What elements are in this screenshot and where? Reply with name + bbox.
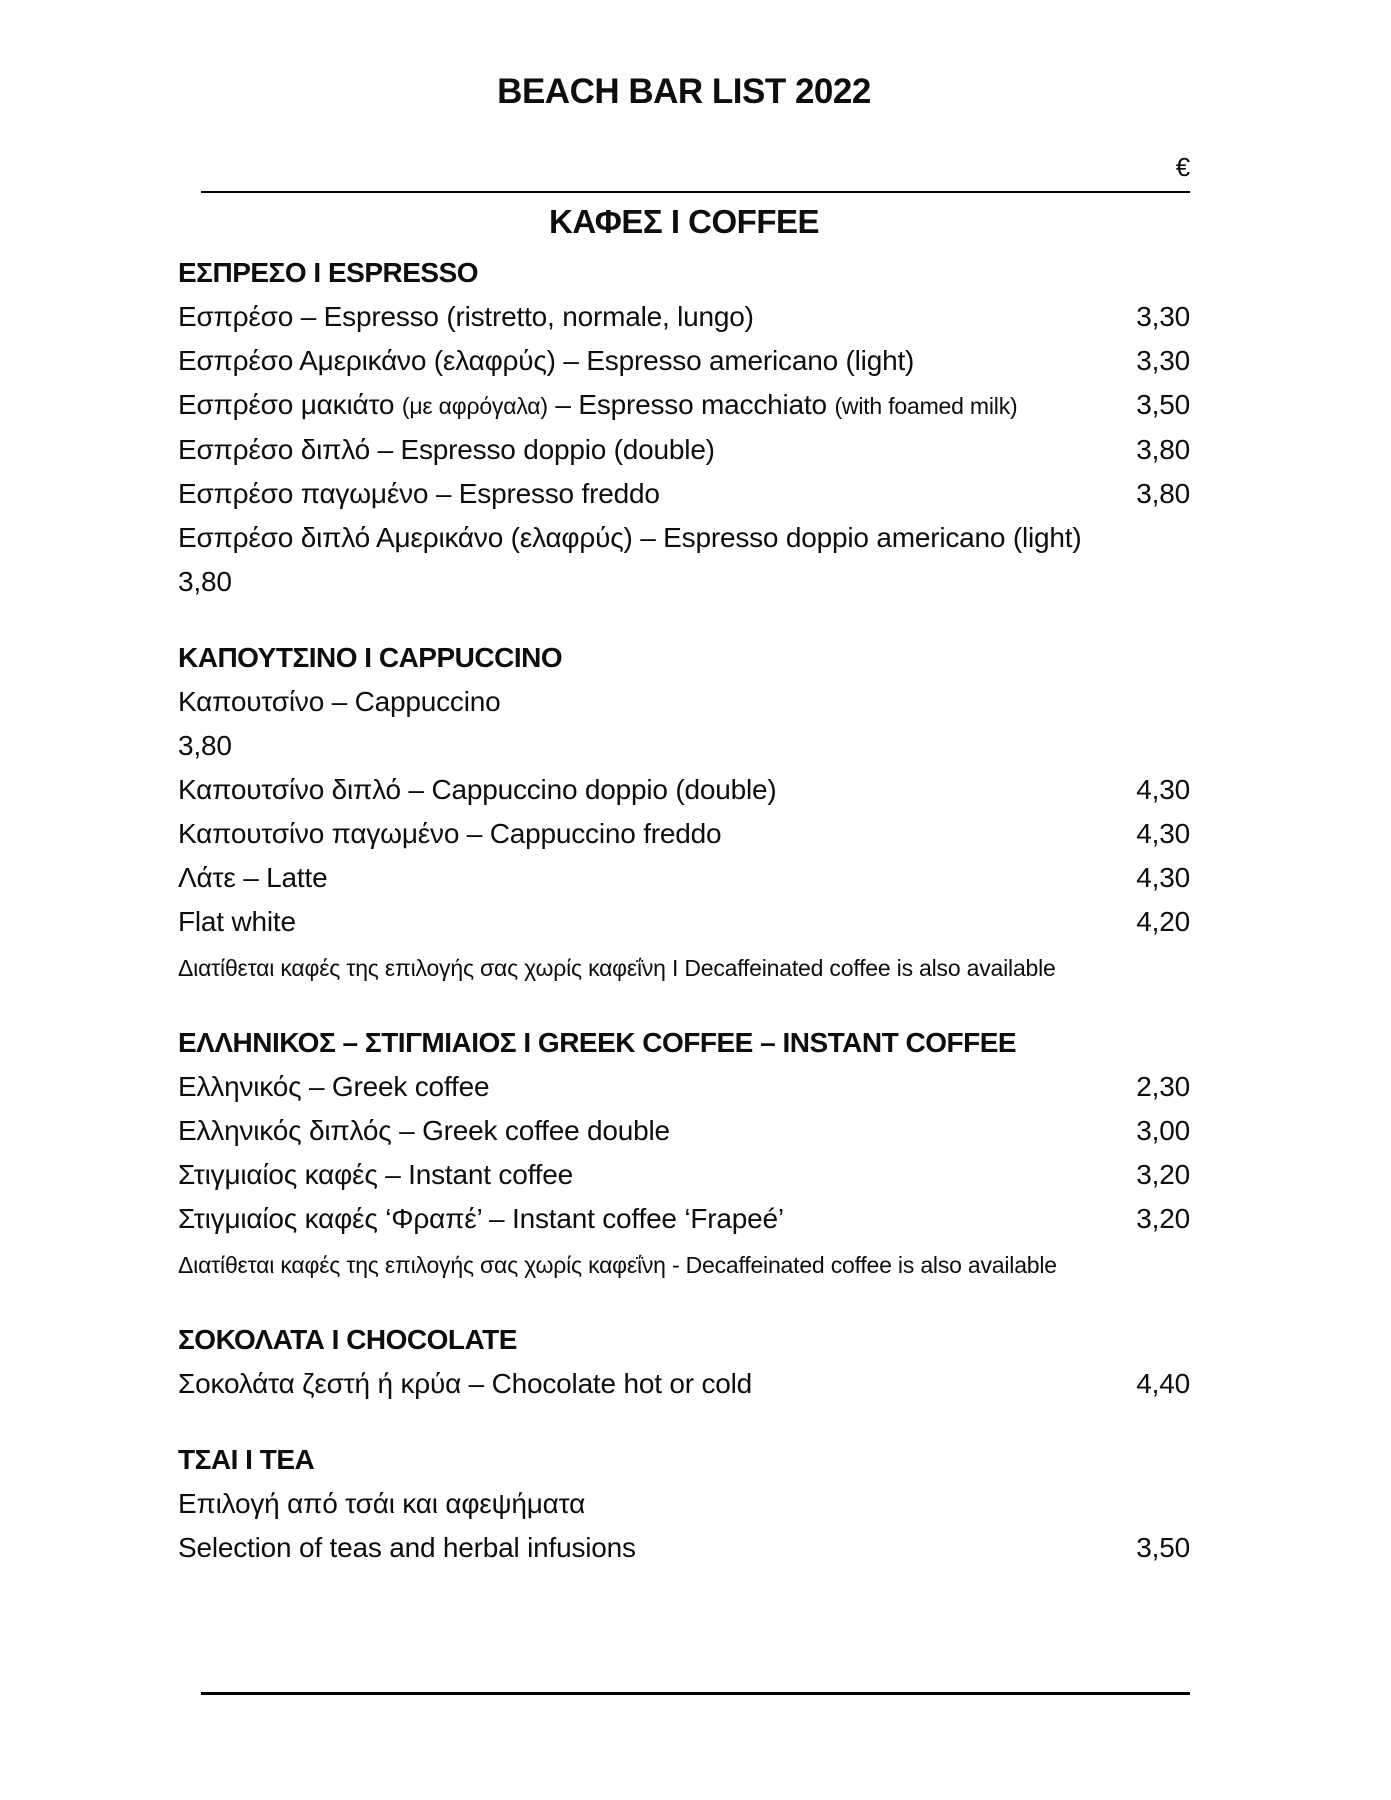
- menu-section-cappuccino: [178, 636, 1190, 989]
- item-name: Εσπρέσο μακιάτο (με αφρόγαλα) – Espresso macchiato (with foamed milk): [178, 389, 1018, 420]
- section-heading: ΕΛΛΗΝΙΚΟΣ – ΣΤΙΓΜΙΑΙΟΣ Ι GREEK COFFEE – INSTANT COFFEE: [178, 1027, 1017, 1058]
- menu-item: [178, 812, 1190, 856]
- item-price: 3,20: [1136, 1203, 1190, 1234]
- menu-section-tea: [178, 1438, 1190, 1570]
- menu-item: [178, 768, 1190, 812]
- menu-item: [178, 1065, 1190, 1109]
- menu-item: [178, 295, 1190, 339]
- bottom-divider: [201, 1692, 1190, 1695]
- item-name: Εσπρέσο διπλό – Espresso doppio (double): [178, 434, 715, 465]
- item-name: Ελληνικός – Greek coffee: [178, 1071, 490, 1102]
- section-heading: ΣΟΚΟΛΑΤΑ Ι CHOCOLATE: [178, 1324, 517, 1355]
- menu-item: [178, 1109, 1190, 1153]
- item-price: 3,30: [1136, 345, 1190, 376]
- item-name: Εσπρέσο διπλό Αμερικάνο (ελαφρύς) – Espresso doppio americano (light): [178, 522, 1082, 553]
- item-price: 4,20: [1136, 906, 1190, 937]
- item-price: 3,50: [1136, 1532, 1190, 1563]
- menu-sections: [178, 251, 1190, 1570]
- menu-item: [178, 1482, 1190, 1526]
- menu-item: [178, 1362, 1190, 1406]
- top-divider: [201, 191, 1190, 193]
- item-name: Καπουτσίνο – Cappuccino: [178, 686, 501, 717]
- menu-item: [178, 428, 1190, 472]
- item-price: 3,80: [1136, 434, 1190, 465]
- item-price: 3,00: [1136, 1115, 1190, 1146]
- menu-category-heading: ΚΑΦΕΣ Ι COFFEE: [548, 203, 820, 240]
- item-price: 3,80: [178, 566, 232, 597]
- item-price: 4,30: [1136, 818, 1190, 849]
- item-name: Καπουτσίνο διπλό – Cappuccino doppio (double): [178, 774, 777, 805]
- section-heading: ΚΑΠΟΥΤΣΙΝΟ Ι CAPPUCCINO: [178, 642, 563, 673]
- item-price: 3,80: [1136, 478, 1190, 509]
- item-price: 3,50: [1136, 389, 1190, 420]
- menu-item: [178, 1197, 1190, 1241]
- menu-section-greek-instant: [178, 1021, 1190, 1286]
- item-price: 4,30: [1136, 862, 1190, 893]
- menu-item: [178, 383, 1190, 428]
- item-price: 3,20: [1136, 1159, 1190, 1190]
- item-name: Ελληνικός διπλός – Greek coffee double: [178, 1115, 670, 1146]
- item-name: Στιγμιαίος καφές – Instant coffee: [178, 1159, 573, 1190]
- item-name: Εσπρέσο Αμερικάνο (ελαφρύς) – Espresso americano (light): [178, 345, 915, 376]
- item-name: Εσπρέσο – Espresso (ristretto, normale, lungo): [178, 301, 754, 332]
- section-note: Διατίθεται καφές της επιλογής σας χωρίς καφεΐνη Ι Decaffeinated coffee is also available: [178, 955, 1056, 981]
- menu-item: [178, 516, 1190, 560]
- item-name: Flat white: [178, 906, 296, 937]
- menu-item: [178, 900, 1190, 944]
- section-heading: ΕΣΠΡΕΣΟ Ι ESPRESSO: [178, 257, 479, 288]
- item-price: 4,40: [1136, 1368, 1190, 1399]
- item-name: Λάτε – Latte: [178, 862, 328, 893]
- section-note: Διατίθεται καφές της επιλογής σας χωρίς καφεΐνη - Decaffeinated coffee is also available: [178, 1252, 1057, 1278]
- menu-item: [178, 472, 1190, 516]
- item-name: Σοκολάτα ζεστή ή κρύα – Chocolate hot or cold: [178, 1368, 753, 1399]
- item-price: 3,30: [1136, 301, 1190, 332]
- page-title: BEACH BAR LIST 2022: [497, 72, 871, 111]
- item-name: Selection of teas and herbal infusions: [178, 1532, 636, 1563]
- item-name: Καπουτσίνο παγωμένο – Cappuccino freddo: [178, 818, 722, 849]
- menu-section-chocolate: [178, 1318, 1190, 1406]
- item-price: 3,80: [178, 730, 232, 761]
- menu-item: [178, 680, 1190, 724]
- menu-item: [178, 1153, 1190, 1197]
- currency-header: €: [1175, 152, 1190, 182]
- item-name: Στιγμιαίος καφές ‘Φραπέ’ – Instant coffee ‘Frapeé’: [178, 1203, 784, 1234]
- item-price: 2,30: [1136, 1071, 1190, 1102]
- section-heading: ΤΣΑΙ Ι ΤΕΑ: [178, 1444, 315, 1475]
- item-name: Επιλογή από τσάι και αφεψήματα: [178, 1488, 586, 1519]
- menu-item: [178, 339, 1190, 383]
- menu-item: [178, 1526, 1190, 1570]
- menu-item: [178, 856, 1190, 900]
- item-price: 4,30: [1136, 774, 1190, 805]
- item-name: Εσπρέσο παγωμένο – Espresso freddo: [178, 478, 660, 509]
- menu-section-espresso: [178, 251, 1190, 604]
